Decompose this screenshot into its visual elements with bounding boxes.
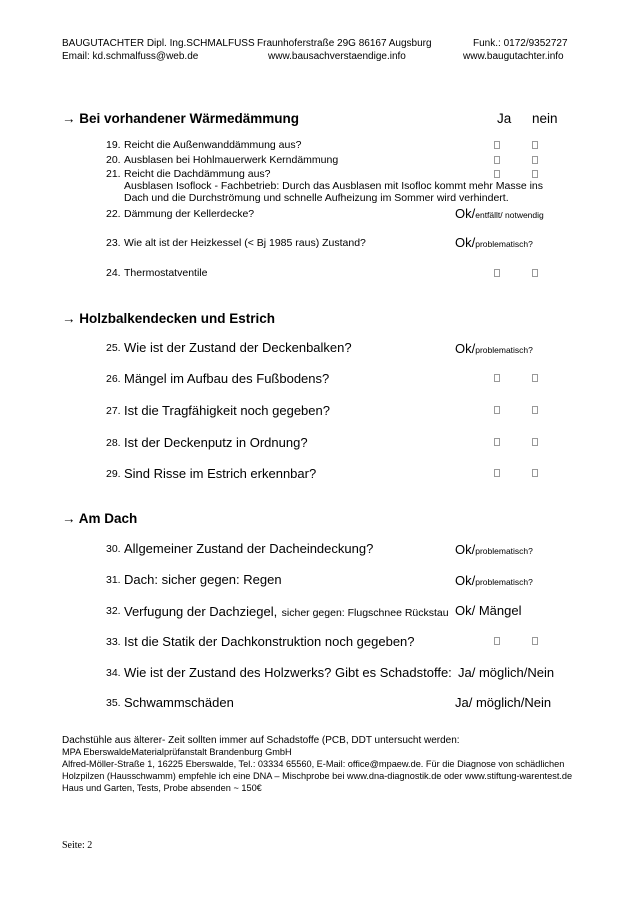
footer-note-line-5: Haus und Garten, Tests, Probe absenden ~ 150€ — [62, 783, 262, 793]
question-32-text: Verfugung der Dachziegel, — [124, 604, 278, 619]
header-website-1[interactable]: www.bausachverstaendige.info — [268, 51, 406, 62]
question-33-number: 33. — [106, 636, 121, 648]
header-author: BAUGUTACHTER Dipl. Ing.SCHMALFUSS — [62, 38, 255, 49]
question-21-number: 21. — [106, 168, 121, 180]
question-31-text: Dach: sicher gegen: Regen — [124, 572, 282, 587]
question-32-number: 32. — [106, 605, 121, 617]
answer-22 — [455, 205, 544, 223]
answer-32: Ok/ Mängel — [455, 603, 522, 618]
question-29-text: Sind Risse im Estrich erkennbar? — [124, 466, 317, 481]
answer-31 — [455, 572, 533, 590]
question-32-text-small: sicher gegen: Flugschnee Rückstau — [281, 607, 449, 619]
answer-34: Ja/ möglich/Nein — [458, 665, 555, 680]
checkbox-20-nein[interactable] — [532, 156, 538, 164]
checkbox-24-nein[interactable] — [532, 269, 538, 277]
checkbox-27-ja[interactable] — [494, 406, 500, 414]
checkbox-29-ja[interactable] — [494, 469, 500, 477]
question-34-number: 34. — [106, 667, 121, 679]
question-20-text: Ausblasen bei Hohlmauerwerk Kerndämmung — [124, 154, 339, 166]
question-29-number: 29. — [106, 468, 121, 480]
question-27-text: Ist die Tragfähigkeit noch gegeben? — [124, 403, 330, 418]
answer-30 — [455, 541, 533, 559]
footer-note-line-3: Alfred-Möller-Straße 1, 16225 Eberswalde, Tel.: 03334 65560, E-Mail: office@mpaew.de. Für die Diagnose von schädlichen — [62, 759, 565, 769]
checkbox-26-ja[interactable] — [494, 374, 500, 382]
checkbox-19-ja[interactable] — [494, 141, 500, 149]
question-25-number: 25. — [106, 342, 121, 354]
answer-31-options: problematisch? — [475, 577, 533, 587]
question-26-text: Mängel im Aufbau des Fußbodens? — [124, 371, 330, 386]
question-24-text: Thermostatventile — [124, 267, 208, 279]
checkbox-19-nein[interactable] — [532, 141, 538, 149]
question-24-number: 24. — [106, 267, 121, 279]
question-19-text: Reicht die Außenwanddämmung aus? — [124, 139, 302, 151]
checkbox-21-nein[interactable] — [532, 170, 538, 178]
question-22-number: 22. — [106, 208, 121, 220]
column-header-ja: Ja — [497, 111, 512, 126]
footer-note-line-1: Dachstühle aus älterer- Zeit sollten immer auf Schadstoffe (PCB, DDT untersucht werden: — [62, 735, 460, 746]
question-32-text-wrap — [124, 603, 449, 621]
section-title-holzbalkendecken: → Holzbalkendecken und Estrich — [62, 311, 276, 326]
question-31-number: 31. — [106, 574, 121, 586]
answer-35: Ja/ möglich/Nein — [455, 695, 552, 710]
answer-30-options: problematisch? — [475, 546, 533, 556]
header-address: Fraunhoferstraße 29G 86167 Augsburg — [257, 38, 432, 49]
checkbox-21-ja[interactable] — [494, 170, 500, 178]
answer-25-options: problematisch? — [475, 345, 533, 355]
checkbox-27-nein[interactable] — [532, 406, 538, 414]
checkbox-33-nein[interactable] — [532, 637, 538, 645]
header-website-2[interactable]: www.baugutachter.info — [463, 51, 564, 62]
header-email[interactable]: Email: kd.schmalfuss@web.de — [62, 51, 199, 62]
question-23-number: 23. — [106, 237, 121, 249]
question-35-number: 35. — [106, 697, 121, 709]
page-number: Seite: 2 — [62, 840, 93, 851]
question-23-text: Wie alt ist der Heizkessel (< Bj 1985 raus) Zustand? — [124, 237, 366, 249]
question-20-number: 20. — [106, 154, 121, 166]
checkbox-28-nein[interactable] — [532, 438, 538, 446]
answer-23-options: problematisch? — [475, 239, 533, 249]
column-header-nein: nein — [532, 111, 558, 126]
answer-30-main: Ok/ — [455, 542, 476, 557]
question-28-number: 28. — [106, 437, 121, 449]
answer-22-options: entfällt/ notwendig — [475, 210, 544, 220]
answer-31-main: Ok/ — [455, 573, 476, 588]
answer-23 — [455, 234, 533, 252]
answer-25 — [455, 340, 533, 358]
question-30-number: 30. — [106, 543, 121, 555]
checkbox-33-ja[interactable] — [494, 637, 500, 645]
question-28-text: Ist der Deckenputz in Ordnung? — [124, 435, 308, 450]
question-25-text: Wie ist der Zustand der Deckenbalken? — [124, 340, 352, 355]
question-27-number: 27. — [106, 405, 121, 417]
footer-note-line-2: MPA EberswaldeMaterialprüfanstalt Brandenburg GmbH — [62, 747, 292, 757]
question-21-note-line-1: Ausblasen Isoflock - Fachbetrieb: Durch das Ausblasen mit Isofloc kommt mehr Masse ins — [124, 180, 544, 192]
header-phone: Funk.: 0172/9352727 — [473, 38, 568, 49]
footer-note-line-4: Holzpilzen (Hausschwamm) empfehle ich eine DNA – Mischprobe bei www.dna-diagnostik.de oder www.stiftung-warentest.de — [62, 771, 573, 781]
question-22-text: Dämmung der Kellerdecke? — [124, 208, 255, 220]
question-26-number: 26. — [106, 373, 121, 385]
answer-22-main: Ok/ — [455, 206, 476, 221]
question-19-number: 19. — [106, 139, 121, 151]
answer-23-main: Ok/ — [455, 235, 476, 250]
section-title-waermedaemmung: → Bei vorhandener Wärmedämmung — [62, 111, 300, 126]
checkbox-20-ja[interactable] — [494, 156, 500, 164]
checkbox-29-nein[interactable] — [532, 469, 538, 477]
checkbox-24-ja[interactable] — [494, 269, 500, 277]
question-34-text: Wie ist der Zustand des Holzwerks? Gibt es Schadstoffe: — [124, 665, 452, 680]
checkbox-26-nein[interactable] — [532, 374, 538, 382]
question-21-note-line-2: Dach und die Durchströmung und schnelle Aufheizung im Sommer wird verhindert. — [124, 192, 509, 204]
question-35-text: Schwammschäden — [124, 695, 234, 710]
section-title-dach: → Am Dach — [62, 511, 138, 526]
question-33-text: Ist die Statik der Dachkonstruktion noch gegeben? — [124, 634, 415, 649]
question-21-text: Reicht die Dachdämmung aus? — [124, 168, 271, 180]
question-30-text: Allgemeiner Zustand der Dacheindeckung? — [124, 541, 374, 556]
answer-25-main: Ok/ — [455, 341, 476, 356]
checkbox-28-ja[interactable] — [494, 438, 500, 446]
